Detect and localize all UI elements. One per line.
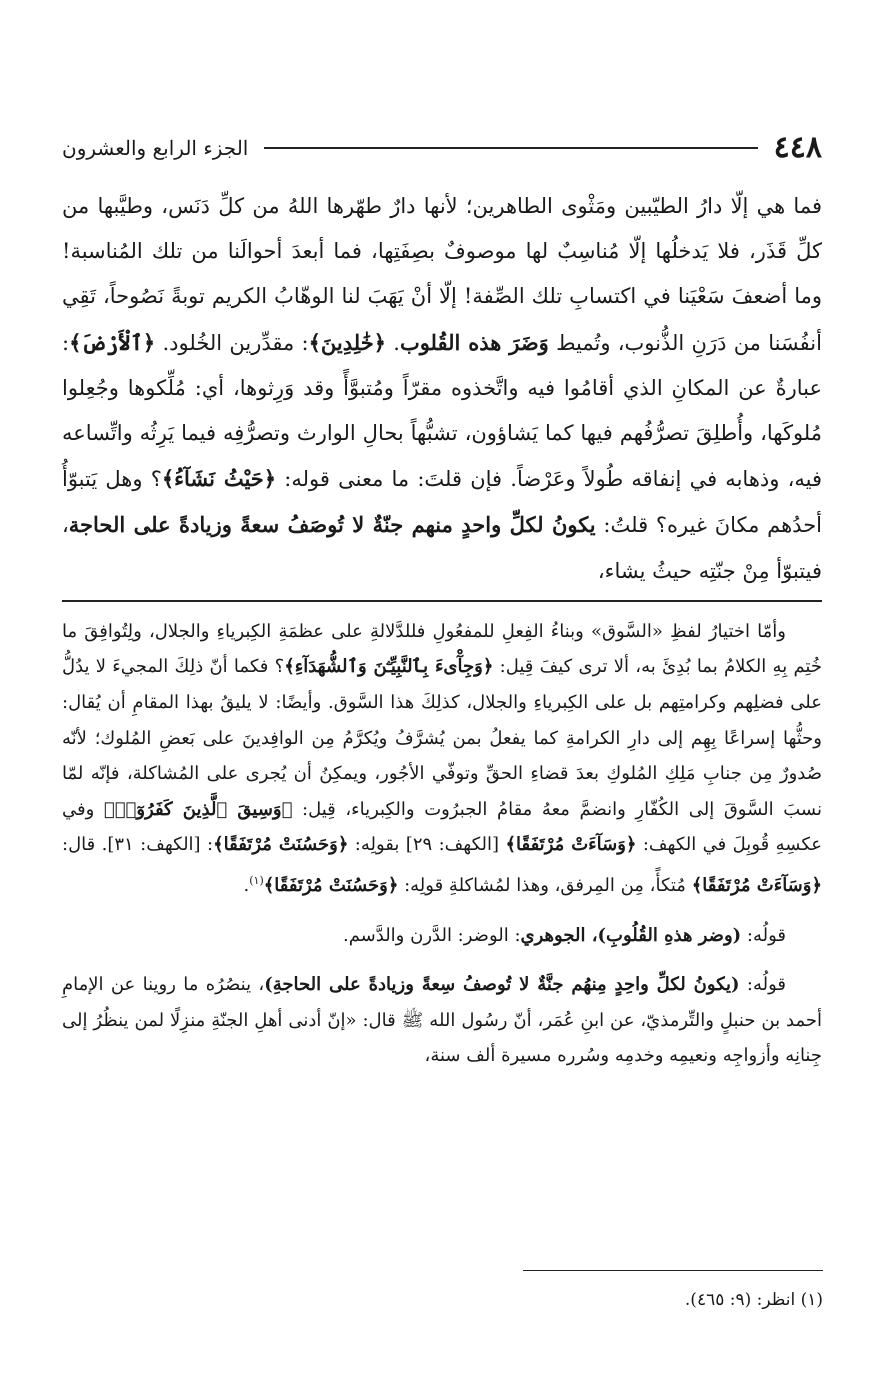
quran-quote: ﴿حَيْثُ نَشَآءُ﴾ [161, 466, 277, 492]
quran-quote: ﴿وَجِآْىءَ بِٱلنَّبِيِّـۧنَ وَٱلشُّهَدَآءِ﴾ [284, 656, 494, 678]
running-title: الجزء الرابع والعشرون [62, 136, 249, 160]
quran-quote: ﴿وَحَسُنَتْ مُرْتَفَقًا﴾ [213, 834, 349, 856]
commentary-text: وفي عكسِهِ قُوبِلَ في الكهف: [62, 798, 823, 856]
page-number: ٤٤٨ [773, 130, 822, 165]
bold-phrase: (وضر هذهِ القُلُوبِ)، الجوهري [520, 924, 742, 946]
commentary-text: قولُه: [741, 924, 786, 946]
bold-phrase: (يكونُ لكلِّ واحِدٍ مِنهُم جنَّةٌ لا تُوصفُ سِعةً وزيادةً على الحاجةِ) [264, 974, 740, 996]
quran-quote: ﴿وَحَسُنَتْ مُرْتَفَقًا﴾ [263, 874, 399, 896]
bold-phrase: وَضَرَ هذه القُلوب [399, 329, 549, 355]
main-text-segment: ؟ وهل يَتبوّأُ أحدُهم مكانَ غيره؟ قلتُ: [62, 467, 823, 538]
commentary-text: مُتكأً، مِن المِرفق، وهذا لمُشاكلةِ قولِه: [398, 874, 692, 896]
footnote: (١) انظر: (٩: ٤٦٥). [684, 1290, 823, 1310]
quran-quote: ﴿ٱلْأَرْضَ﴾ [69, 329, 156, 355]
commentary-paragraph [62, 614, 822, 904]
commentary-text: وأمّا اختيارُ لفظِ «السَّوق» وبناءُ الفِعلِ للمفعُولِ فللدَّلالةِ على عظمَةِ الكِبرياءِ والجلال، ولِتُوافِقَ ما خُتِم بِهِ الكلامُ بما بُدِئَ به، ألا ترى كيفَ قِيل: [62, 620, 822, 678]
commentary-text: قولُه: [739, 974, 786, 996]
commentary-paragraph [62, 918, 822, 954]
commentary-text: : الوضر: الدَّرن والدَّسم. [342, 924, 521, 946]
commentary-text: ؟ فكما أنّ ذلِكَ المجيءَ لا يدُلُّ على فضلِهم وكرامتِهم بل على الكِبرياءِ والجلال، كذلِكَ هذا السَّوق. وأيضًا: لا يليقُ بهذا المقامِ أن يُقال: وحثُّها إسراعًا بِهِم إلى دارِ الكرامةِ كما يفعلُ بمن يُشرَّفُ ويُكرَّمُ مِن الوافِدينَ على بَعضِ المُلوك؛ لأنّه صُدورٌ مِن جنابِ مَلِكِ المُلوكِ بعدَ قضاءِ الحقِّ وتوفّي الأجُور، ويمكِنُ أن يُجرى على المُشاكلة، فإنّه لمّا نسبَ السَّوقَ إلى الكُفّارِ وانضمَّ معهُ مقامُ الجبرُوت والكِبرياء، قِيل: [62, 656, 822, 820]
main-text-segment: : عبارةٌ عن المكانِ الذي أقامُوا فيه واتَّخذوه مقرّاً ومُتبوَّأً وقد وَرِثوها، أي: مُلِّكوها وجُعِلوا مُلوكَها، وأُطلِقَ تصرُّفُهم فيها كما يَشاؤون، تشبُّهاً بحالِ الوارث وتصرُّفِه فيما يَرِثُه واتِّساعه فيه، وذهابه في إنفاقه طُولاً وعَرْضاً. فإن قلتَ: ما معنى قوله: [62, 330, 822, 492]
commentary-paragraph [62, 967, 822, 1074]
footnote-marker: (١) [249, 873, 264, 887]
commentary-text: [الكهف: ٢٩] بقولِه: [348, 834, 506, 856]
page [62, 128, 822, 1074]
main-text [62, 184, 822, 594]
commentary-text: . [243, 874, 250, 896]
main-text-segment: ، فيتبوّأ مِنْ جنّتِه حيثُ يشاء، [62, 513, 822, 583]
bold-phrase: يكونُ لكلِّ واحدٍ منهم جنّةٌ لا تُوصَفُ سعةً وزيادةً على الحاجة [68, 512, 596, 538]
commentary-text: : [الكهف: ٣١]. قال: [62, 834, 214, 856]
footnote-rule [523, 1270, 823, 1271]
commentary [62, 614, 822, 1074]
main-text-segment: فما هي إلّا دارُ الطيّبين ومَثْوى الطاهرين؛ لأنها دارٌ طهّرها اللهُ من كلِّ دَنَس، وطيَّبها من كلِّ قَذَر، فلا يَدخلُها إلّا مُناسِبٌ لها موصوفٌ بصِفَتِها، فما أبعدَ أحوالَنا من تلك المُناسبة! وما أضعفَ سَعْيَنا في اكتسابِ تلك الصِّفة! إلّا أنْ يَهَبَ لنا الوهّابُ الكريم توبةً نَصُوحاً، تَقِي أنفُسَنا من دَرَنِ الذُّنوب، وتُميط [62, 194, 822, 355]
header-rule [264, 147, 757, 149]
page-header [62, 128, 822, 168]
quran-quote: ﴿وَسَآءَتْ مُرْتَفَقًا﴾ [505, 834, 637, 856]
commentary-text: ، ينصُرُه ما روينا عن الإمامِ أحمد بن حنبلٍ والتِّرمذيّ، عن ابنِ عُمَر، أنّ رسُول الله ﷺ قال: «إنّ أدنى أهلِ الجنّةِ منزِلًا لمن ينظُرُ إلى جِنانِه وأزواجِه ونعيمِه وخدمِه وسُرره مسيرة ألف سنة، [62, 974, 822, 1067]
quran-quote: ﴿خَٰلِدِينَ﴾ [308, 329, 386, 355]
main-text-segment: : مقدِّرين الخُلود. [155, 330, 309, 355]
quran-quote: ﴿وَسِيقَ ٱلَّذِينَ كَفَرُوٓا۟﴾ [103, 798, 293, 820]
main-text-segment: . [385, 330, 400, 355]
text-separator [62, 600, 822, 602]
quran-quote: ﴿وَسَآءَتْ مُرْتَفَقًا﴾ [691, 874, 822, 896]
